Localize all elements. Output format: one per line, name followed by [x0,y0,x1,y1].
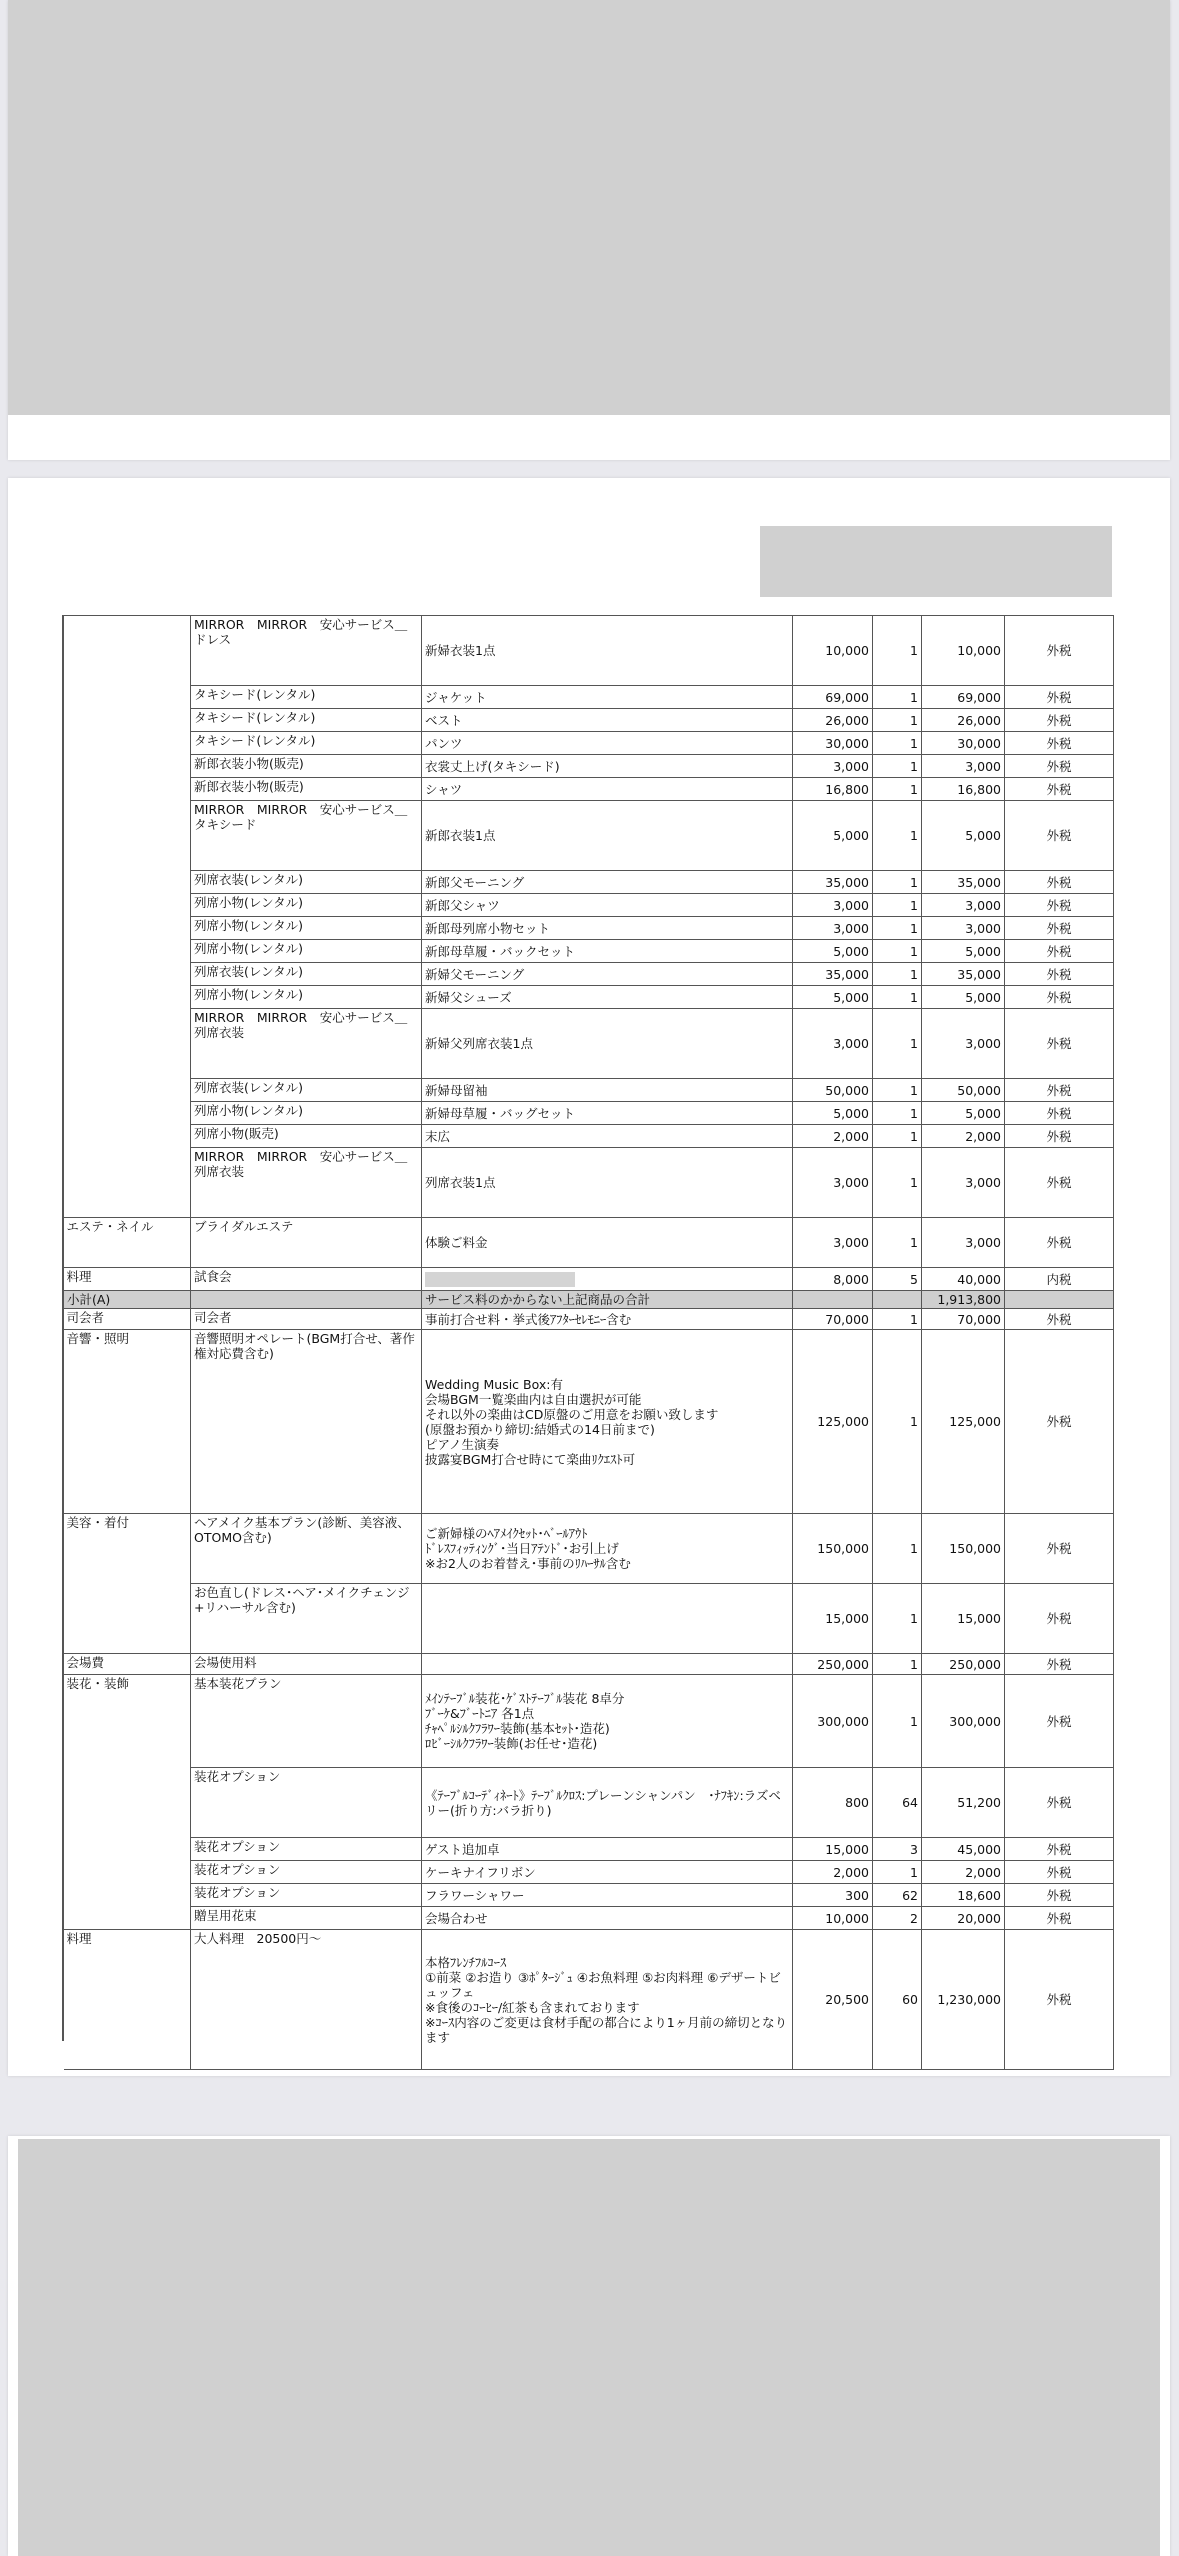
row-category [64,1907,191,1930]
table-row [64,1330,1114,1514]
row-unit-price: 20,500 [793,1930,873,2070]
row-quantity: 1 [873,1584,922,1654]
table-row [64,1309,1114,1330]
row-amount: 10,000 [922,616,1005,686]
row-description: 会場合わせ [422,1907,793,1930]
table-row [64,1514,1114,1584]
row-quantity [873,1291,922,1309]
row-unit-price: 15,000 [793,1838,873,1861]
row-item-name: MIRROR MIRROR 安心サービス＿ドレス [191,616,422,686]
row-amount: 3,000 [922,1218,1005,1268]
row-quantity: 1 [873,963,922,986]
row-unit-price: 10,000 [793,1907,873,1930]
row-quantity: 1 [873,1330,922,1514]
table-row [64,1268,1114,1291]
row-tax-type: 外税 [1005,1675,1114,1768]
row-quantity: 1 [873,871,922,894]
row-item-name: 司会者 [191,1309,422,1330]
row-unit-price: 50,000 [793,1079,873,1102]
row-description: シャツ [422,778,793,801]
row-unit-price: 300,000 [793,1675,873,1768]
row-unit-price: 150,000 [793,1514,873,1584]
row-category [64,940,191,963]
row-tax-type: 外税 [1005,1309,1114,1330]
row-amount: 3,000 [922,894,1005,917]
row-amount: 125,000 [922,1330,1005,1514]
row-category [64,778,191,801]
row-quantity: 1 [873,778,922,801]
row-quantity: 62 [873,1884,922,1907]
row-quantity: 1 [873,1861,922,1884]
row-tax-type: 外税 [1005,1584,1114,1654]
row-category [64,1125,191,1148]
estimate-page [8,478,1170,2076]
row-category [64,871,191,894]
row-unit-price: 800 [793,1768,873,1838]
row-amount: 5,000 [922,940,1005,963]
row-description: 新婦父列席衣装1点 [422,1009,793,1079]
row-tax-type: 外税 [1005,1009,1114,1079]
row-amount: 20,000 [922,1907,1005,1930]
row-amount: 51,200 [922,1768,1005,1838]
row-item-name: 音響照明オペレート(BGM打合せ、著作権対応費含む) [191,1330,422,1514]
table-row [64,1102,1114,1125]
row-tax-type: 外税 [1005,1514,1114,1584]
table-row [64,894,1114,917]
row-tax-type: 外税 [1005,709,1114,732]
row-amount: 1,913,800 [922,1291,1005,1309]
row-tax-type: 外税 [1005,940,1114,963]
row-unit-price: 3,000 [793,1009,873,1079]
row-description: サービス料のかからない上記商品の合計 [422,1291,793,1309]
row-tax-type: 外税 [1005,986,1114,1009]
row-item-name: MIRROR MIRROR 安心サービス＿タキシード [191,801,422,871]
row-item-name: 試食会 [191,1268,422,1291]
row-category [64,1079,191,1102]
row-amount: 69,000 [922,686,1005,709]
row-category [64,801,191,871]
table-row [64,1675,1114,1768]
row-unit-price: 3,000 [793,917,873,940]
row-item-name: タキシード(レンタル) [191,686,422,709]
row-category [64,1861,191,1884]
row-item-name: 列席小物(レンタル) [191,940,422,963]
row-tax-type: 外税 [1005,917,1114,940]
row-tax-type: 外税 [1005,1654,1114,1675]
row-tax-type: 外税 [1005,1125,1114,1148]
row-description: 衣裳丈上げ(タキシード) [422,755,793,778]
row-item-name: 列席小物(販売) [191,1125,422,1148]
row-description: 新郎父シャツ [422,894,793,917]
row-quantity: 64 [873,1768,922,1838]
row-quantity: 1 [873,686,922,709]
row-amount: 3,000 [922,755,1005,778]
row-description: 新婦母留袖 [422,1079,793,1102]
row-quantity: 1 [873,1514,922,1584]
row-item-name: MIRROR MIRROR 安心サービス＿列席衣装 [191,1148,422,1218]
row-unit-price: 35,000 [793,963,873,986]
row-amount: 2,000 [922,1861,1005,1884]
row-quantity: 1 [873,709,922,732]
row-amount: 50,000 [922,1079,1005,1102]
row-item-name: ヘアメイク基本プラン(診断、美容液、OTOMO含む) [191,1514,422,1584]
row-category [64,616,191,686]
subtotal-row [64,1291,1114,1309]
row-description: ジャケット [422,686,793,709]
row-description [422,1584,793,1654]
row-quantity: 1 [873,801,922,871]
table-row [64,940,1114,963]
row-category [64,963,191,986]
row-amount: 2,000 [922,1125,1005,1148]
row-amount: 30,000 [922,732,1005,755]
row-category: 小計(A) [64,1291,191,1309]
row-description: 新婦母草履・バッグセット [422,1102,793,1125]
row-quantity: 1 [873,1148,922,1218]
row-item-name: 列席衣装(レンタル) [191,1079,422,1102]
row-quantity: 1 [873,1009,922,1079]
table-row [64,963,1114,986]
row-tax-type: 外税 [1005,755,1114,778]
row-unit-price: 3,000 [793,1218,873,1268]
row-tax-type: 外税 [1005,1079,1114,1102]
row-tax-type: 外税 [1005,1148,1114,1218]
redacted-header-box [760,526,1112,597]
row-description: 列席衣装1点 [422,1148,793,1218]
row-description: 新婦父シューズ [422,986,793,1009]
table-row [64,1218,1114,1268]
row-tax-type: 外税 [1005,1102,1114,1125]
row-item-name: 装花オプション [191,1861,422,1884]
row-amount: 18,600 [922,1884,1005,1907]
row-quantity: 1 [873,940,922,963]
row-item-name: 列席衣装(レンタル) [191,871,422,894]
redacted-area [18,2139,1160,2556]
row-tax-type: 内税 [1005,1268,1114,1291]
row-category [64,1838,191,1861]
row-item-name: 新郎衣装小物(販売) [191,755,422,778]
row-unit-price: 3,000 [793,894,873,917]
row-item-name: 列席衣装(レンタル) [191,963,422,986]
row-category [64,1768,191,1838]
row-item-name: 新郎衣装小物(販売) [191,778,422,801]
row-quantity: 60 [873,1930,922,2070]
row-amount: 5,000 [922,801,1005,871]
row-unit-price: 2,000 [793,1861,873,1884]
row-description: フラワーシャワー [422,1884,793,1907]
table-row [64,801,1114,871]
table-row [64,1125,1114,1148]
table-row [64,986,1114,1009]
row-unit-price: 30,000 [793,732,873,755]
row-item-name: お色直し(ドレス･ヘア･メイクチェンジ+リハーサル含む) [191,1584,422,1654]
row-unit-price [793,1291,873,1309]
row-description: 新婦父モーニング [422,963,793,986]
row-amount: 26,000 [922,709,1005,732]
row-description [422,1268,793,1291]
table-row [64,1930,1114,2070]
row-tax-type [1005,1291,1114,1309]
row-tax-type: 外税 [1005,686,1114,709]
row-category [64,732,191,755]
row-amount: 1,230,000 [922,1930,1005,2070]
table-row [64,871,1114,894]
table-row [64,1148,1114,1218]
row-category: 装花・装飾 [64,1675,191,1768]
row-item-name: 基本装花プラン [191,1675,422,1768]
row-unit-price: 10,000 [793,616,873,686]
table-row [64,778,1114,801]
row-tax-type: 外税 [1005,1768,1114,1838]
row-unit-price: 125,000 [793,1330,873,1514]
row-tax-type: 外税 [1005,1330,1114,1514]
row-category [64,986,191,1009]
row-unit-price: 26,000 [793,709,873,732]
row-item-name: 列席小物(レンタル) [191,894,422,917]
row-description: 本格ﾌﾚﾝﾁﾌﾙｺｰｽ ①前菜 ②お造り ③ﾎﾟﾀｰｼﾞｭ ④お魚料理 ⑤お肉料理 ⑥デザートビュッフェ ※食後のｺｰﾋｰ/紅茶も含まれております ※ｺｰｽ内容のご変更は食材手配の都合により1ヶ月前の締切となります [422,1930,793,2070]
row-unit-price: 70,000 [793,1309,873,1330]
row-description: ケーキナイフリボン [422,1861,793,1884]
row-tax-type: 外税 [1005,616,1114,686]
row-unit-price: 300 [793,1884,873,1907]
row-amount: 5,000 [922,1102,1005,1125]
row-quantity: 1 [873,755,922,778]
row-quantity: 5 [873,1268,922,1291]
redacted-text [425,1272,575,1287]
row-tax-type: 外税 [1005,894,1114,917]
row-quantity: 3 [873,1838,922,1861]
row-quantity: 2 [873,1907,922,1930]
row-description: 《ﾃｰﾌﾞﾙｺｰﾃﾞｨﾈｰﾄ》ﾃｰﾌﾞﾙｸﾛｽ:プレーンシャンパン ･ﾅﾌｷﾝ:ラズベリー(折り方:バラ折り) [422,1768,793,1838]
row-amount: 3,000 [922,917,1005,940]
row-amount: 15,000 [922,1584,1005,1654]
row-category [64,917,191,940]
row-item-name: タキシード(レンタル) [191,732,422,755]
row-quantity: 1 [873,1654,922,1675]
table-row [64,917,1114,940]
table-row [64,1861,1114,1884]
row-tax-type: 外税 [1005,801,1114,871]
row-unit-price: 5,000 [793,1102,873,1125]
row-item-name: 大人料理 20500円〜 [191,1930,422,2070]
redacted-area [8,0,1170,415]
row-unit-price: 16,800 [793,778,873,801]
row-description: 新婦衣装1点 [422,616,793,686]
row-category [64,1102,191,1125]
row-description: ﾒｲﾝﾃｰﾌﾞﾙ装花･ｹﾞｽﾄﾃｰﾌﾞﾙ装花 8卓分 ﾌﾞｰｹ&ﾌﾞｰﾄﾆｱ 各1点 ﾁｬﾍﾟﾙｼﾙｸﾌﾗﾜｰ装飾(基本ｾｯﾄ･造花) ﾛﾋﾞｰｼﾙｸﾌﾗﾜｰ装飾(お任せ･造花) [422,1675,793,1768]
row-unit-price: 69,000 [793,686,873,709]
table-row [64,709,1114,732]
row-quantity: 1 [873,1079,922,1102]
row-description: 末広 [422,1125,793,1148]
row-description: 新郎母列席小物セット [422,917,793,940]
row-amount: 16,800 [922,778,1005,801]
row-quantity: 1 [873,1125,922,1148]
row-unit-price: 5,000 [793,940,873,963]
table-row [64,732,1114,755]
row-tax-type: 外税 [1005,871,1114,894]
row-amount: 35,000 [922,871,1005,894]
row-unit-price: 3,000 [793,1148,873,1218]
row-quantity: 1 [873,1218,922,1268]
row-description: 新郎父モーニング [422,871,793,894]
previous-page [8,0,1170,460]
table-row [64,1884,1114,1907]
row-amount: 250,000 [922,1654,1005,1675]
row-item-name [191,1291,422,1309]
row-description: 体験ご料金 [422,1218,793,1268]
table-row [64,616,1114,686]
row-category [64,1148,191,1218]
row-description: 新郎母草履・バックセット [422,940,793,963]
row-category: 会場費 [64,1654,191,1675]
row-tax-type: 外税 [1005,778,1114,801]
row-item-name: ブライダルエステ [191,1218,422,1268]
table-row [64,1838,1114,1861]
table-row [64,1009,1114,1079]
row-category: 音響・照明 [64,1330,191,1514]
row-quantity: 1 [873,1309,922,1330]
row-quantity: 1 [873,894,922,917]
row-item-name: 列席小物(レンタル) [191,917,422,940]
row-amount: 70,000 [922,1309,1005,1330]
row-item-name: 贈呈用花束 [191,1907,422,1930]
row-amount: 5,000 [922,986,1005,1009]
row-unit-price: 250,000 [793,1654,873,1675]
row-category: 料理 [64,1268,191,1291]
row-description: 事前打合せ料・挙式後ｱﾌﾀｰｾﾚﾓﾆｰ含む [422,1309,793,1330]
row-quantity: 1 [873,732,922,755]
row-category [64,686,191,709]
row-amount: 3,000 [922,1009,1005,1079]
row-category: 司会者 [64,1309,191,1330]
row-description: 新郎衣装1点 [422,801,793,871]
row-category [64,755,191,778]
table-row [64,1584,1114,1654]
row-description: Wedding Music Box:有 会場BGM一覧楽曲内は自由選択が可能 それ以外の楽曲はCD原盤のご用意をお願い致します (原盤お預かり締切:結婚式の14日前まで) ピアノ生演奏 披露宴BGM打合せ時にて楽曲ﾘｸｴｽﾄ可 [422,1330,793,1514]
row-unit-price: 8,000 [793,1268,873,1291]
row-item-name: タキシード(レンタル) [191,709,422,732]
row-tax-type: 外税 [1005,732,1114,755]
row-quantity: 1 [873,917,922,940]
row-category: 料理 [64,1930,191,2070]
table-row [64,755,1114,778]
row-category [64,894,191,917]
table-row [64,1907,1114,1930]
row-quantity: 1 [873,1102,922,1125]
row-category: エステ・ネイル [64,1218,191,1268]
next-page [8,2136,1170,2556]
row-amount: 45,000 [922,1838,1005,1861]
row-tax-type: 外税 [1005,1930,1114,2070]
row-description: パンツ [422,732,793,755]
row-category [64,1009,191,1079]
estimate-table [63,615,1114,2070]
row-tax-type: 外税 [1005,963,1114,986]
row-amount: 35,000 [922,963,1005,986]
row-category [64,709,191,732]
row-item-name: 列席小物(レンタル) [191,1102,422,1125]
row-item-name: 装花オプション [191,1768,422,1838]
row-amount: 40,000 [922,1268,1005,1291]
row-tax-type: 外税 [1005,1838,1114,1861]
row-tax-type: 外税 [1005,1884,1114,1907]
row-item-name: 会場使用料 [191,1654,422,1675]
row-category: 美容・着付 [64,1514,191,1584]
row-item-name: MIRROR MIRROR 安心サービス＿列席衣装 [191,1009,422,1079]
row-unit-price: 5,000 [793,801,873,871]
row-unit-price: 3,000 [793,755,873,778]
row-unit-price: 5,000 [793,986,873,1009]
row-unit-price: 15,000 [793,1584,873,1654]
row-amount: 3,000 [922,1148,1005,1218]
table-row [64,1079,1114,1102]
row-description: ゲスト追加卓 [422,1838,793,1861]
row-description: ご新婦様のﾍｱﾒｲｸｾｯﾄ･ﾍﾞｰﾙｱｳﾄ ﾄﾞﾚｽﾌｨｯﾃｨﾝｸﾞ･当日ｱﾃﾝﾄﾞ･お引上げ ※お2人のお着替え･事前のﾘﾊｰｻﾙ含む [422,1514,793,1584]
row-unit-price: 2,000 [793,1125,873,1148]
row-tax-type: 外税 [1005,1907,1114,1930]
row-tax-type: 外税 [1005,1218,1114,1268]
table-row [64,686,1114,709]
row-quantity: 1 [873,1675,922,1768]
row-amount: 150,000 [922,1514,1005,1584]
row-category [64,1884,191,1907]
row-quantity: 1 [873,616,922,686]
row-amount: 300,000 [922,1675,1005,1768]
row-item-name: 列席小物(レンタル) [191,986,422,1009]
row-unit-price: 35,000 [793,871,873,894]
row-tax-type: 外税 [1005,1861,1114,1884]
table-row [64,1768,1114,1838]
row-quantity: 1 [873,986,922,1009]
row-description [422,1654,793,1675]
row-category [64,1584,191,1654]
row-item-name: 装花オプション [191,1884,422,1907]
row-description: ベスト [422,709,793,732]
row-item-name: 装花オプション [191,1838,422,1861]
table-row [64,1654,1114,1675]
